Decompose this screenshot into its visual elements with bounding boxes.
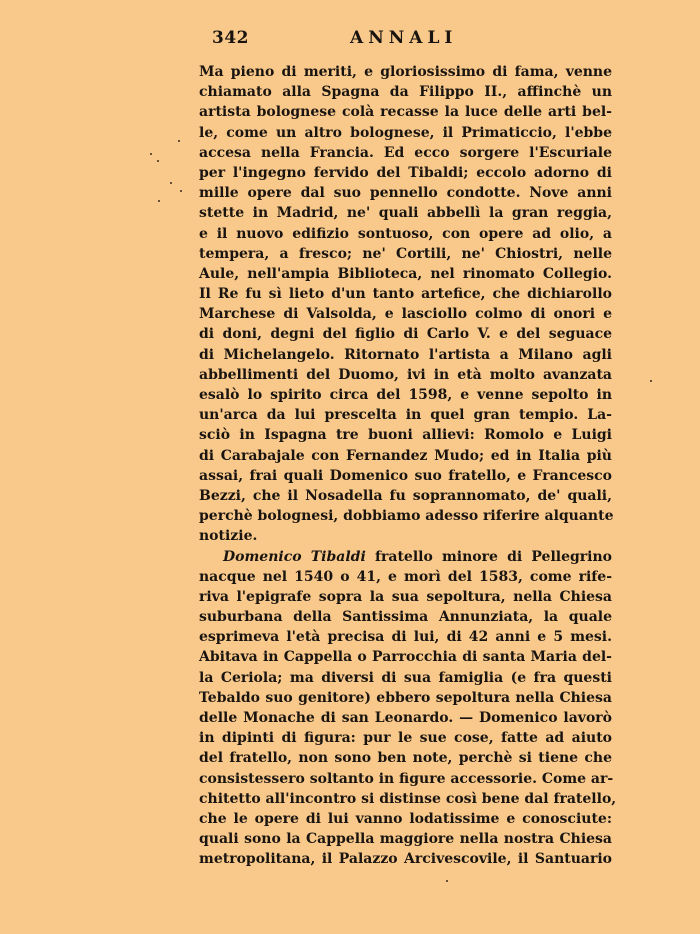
ink-speck	[178, 140, 180, 142]
text-line: che le opere di lui vanno lodatissime e conosciute:	[199, 810, 612, 827]
text-line: tempera, a fresco; ne' Cortili, ne' Chiostri, nelle	[199, 245, 612, 262]
text-line: Il Re fu sì lieto d'un tanto artefice, che dichiarollo	[199, 286, 612, 303]
text-line: un'arca da lui prescelta in quel gran tempio. La-	[199, 407, 612, 424]
text-line: chiamato alla Spagna da Filippo II., affinchè un	[199, 84, 612, 101]
text-line: di doni, degni del figlio di Carlo V. e del seguace	[199, 326, 612, 343]
text-line: chitetto all'incontro si distinse così bene dal fratello,	[199, 790, 617, 807]
text-line: metropolitana, il Palazzo Arcivescovile, il Santuario	[199, 851, 612, 868]
text-line: per l'ingegno fervido del Tibaldi; eccolo adorno di	[199, 164, 612, 181]
text-line: Marchese di Valsolda, e lasciollo colmo di onori e	[199, 306, 612, 323]
text-line: perchè bolognesi, dobbiamo adesso riferire alquante	[199, 508, 614, 525]
text-line: e il nuovo edifizio sontuoso, con opere ad olio, a	[199, 225, 612, 242]
text-line: Aule, nell'ampia Biblioteca, nel rinomato Collegio.	[199, 265, 612, 282]
text-line: consistessero soltanto in figure accessorie. Come ar-	[199, 770, 614, 787]
text-line: Ma pieno di meriti, e gloriosissimo di fama, venne	[199, 64, 612, 80]
body-text	[199, 62, 617, 870]
text-line: mille opere dal suo pennello condotte. Nove anni	[199, 185, 612, 202]
text-line: quali sono la Cappella maggiore nella nostra Chiesa	[199, 831, 612, 848]
person-name: Domenico Tibaldi	[223, 548, 366, 565]
text-line: di Carabajale con Fernandez Mudo; ed in Italia più	[199, 447, 612, 464]
text-line: la Ceriola; ma diversi di sua famiglia (e fra questi	[199, 669, 612, 686]
paragraph-domenico	[199, 547, 617, 870]
text-line: in dipinti di figura: pur le sue cose, fatte ad aiuto	[199, 730, 612, 747]
paragraph-pellegrino	[199, 62, 612, 547]
text-line: esprimeva l'età precisa di lui, di 42 anni e 5 mesi.	[199, 629, 612, 646]
text-line: accesa nella Francia. Ed ecco sorgere l'Escuriale	[199, 144, 612, 161]
running-head: ANNALI	[350, 28, 458, 48]
ink-speck	[180, 190, 182, 192]
text-line: notizie.	[199, 528, 258, 545]
text-line: di Michelangelo. Ritornato l'artista a Milano agli	[199, 346, 612, 363]
text-line: nacque nel 1540 o 41, e morì del 1583, come rife-	[199, 568, 612, 585]
page-header	[212, 28, 462, 54]
ink-speck	[170, 182, 172, 184]
text-line: abbellimenti del Duomo, ivi in età molto avanzata	[199, 366, 612, 383]
page-number: 342	[212, 28, 249, 48]
text-line: Bezzi, che il Nosadella fu soprannomato, de' quali,	[199, 487, 612, 504]
ink-speck	[157, 160, 159, 162]
ink-speck	[158, 200, 160, 202]
ink-speck	[650, 380, 652, 382]
text-line: le, come un altro bolognese, il Primaticcio, l'ebbe	[199, 124, 612, 141]
text-line: assai, frai quali Domenico suo fratello, e Francesco	[199, 467, 612, 484]
ink-speck	[150, 153, 152, 155]
text-line: del fratello, non sono ben note, perchè si tiene che	[199, 750, 612, 767]
text-line	[199, 547, 612, 567]
text-line: artista bolognese colà recasse la luce delle arti bel-	[199, 104, 612, 121]
text-line: esalò lo spirito circa del 1598, e venne sepolto in	[199, 387, 612, 403]
text-line: suburbana della Santissima Annunziata, la quale	[199, 609, 612, 626]
text-line: sciò in Ispagna tre buoni allievi: Romolo e Luigi	[199, 427, 612, 444]
text-line: Abitava in Cappella o Parrocchia di santa Maria del-	[199, 649, 612, 666]
text-line: delle Monache di san Leonardo. — Domenico lavorò	[199, 710, 612, 726]
text-line: stette in Madrid, ne' quali abbellì la gran reggia,	[199, 205, 612, 222]
text-line: Tebaldo suo genitore) ebbero sepoltura nella Chiesa	[199, 689, 612, 706]
ink-speck	[446, 880, 448, 882]
text-line-rest: fratello minore di Pellegrino	[374, 548, 612, 565]
text-line: riva l'epigrafe sopra la sua sepoltura, nella Chiesa	[199, 588, 612, 605]
